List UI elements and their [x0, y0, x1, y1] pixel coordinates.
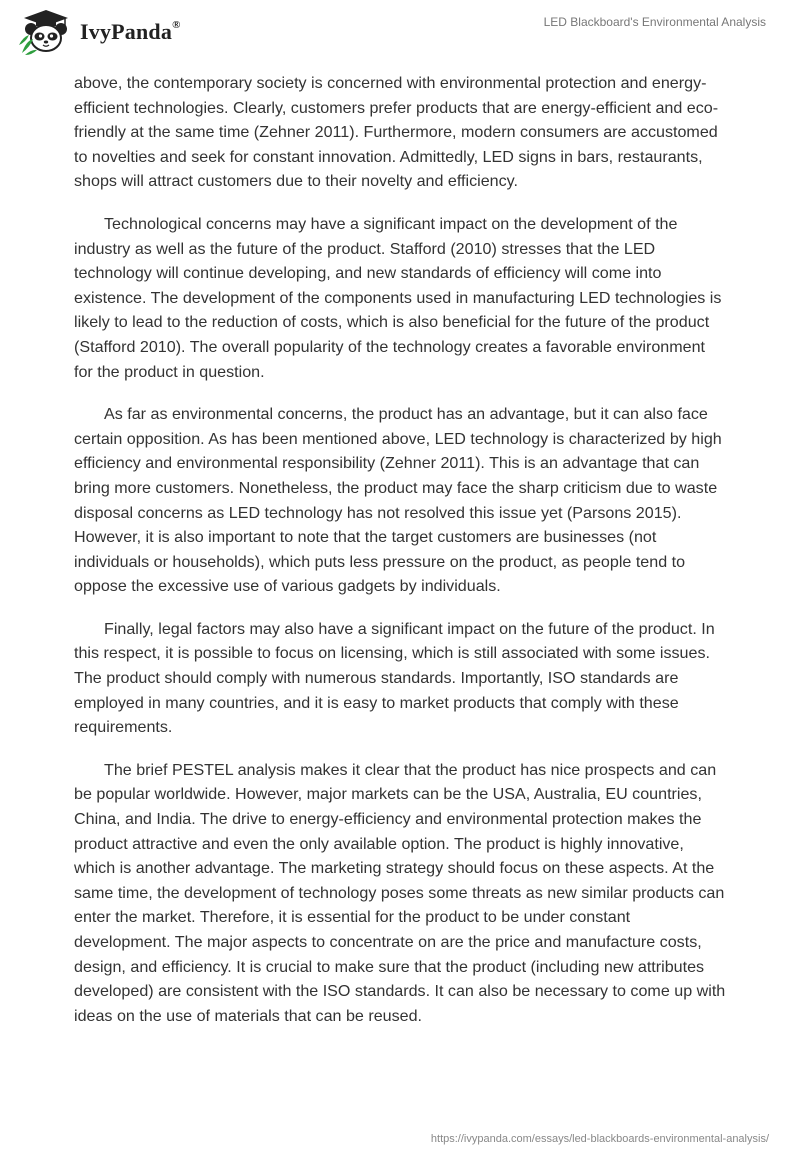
article-body: [74, 71, 728, 1046]
document-title: LED Blackboard's Environmental Analysis: [543, 15, 766, 29]
source-url-link[interactable]: https://ivypanda.com/essays/led-blackboards-environmental-analysis/: [430, 1133, 769, 1145]
paragraph-technological: Technological concerns may have a significant impact on the development of the industry as well as the future of the product. Stafford (2010) stresses that the LED technology will continue developing, and new standards of efficiency will come into existence. The development of the components used in manufacturing LED technologies is likely to lead to the reduction of costs, which is also beneficial for the future of the product (Stafford 2010). The overall popularity of the technology creates a favorable environment for the product in question.: [74, 214, 722, 381]
panda-graduate-icon: [16, 7, 76, 57]
page-header: [0, 0, 800, 66]
paragraph-conclusion: The brief PESTEL analysis makes it clear that the product has nice prospects and can be popular worldwide. However, major markets can be the USA, Australia, EU countries, China, and India. The drive to energy-efficiency and environmental protection makes the product attractive and even the only available option. The product is highly innovative, which is another advantage. The marketing strategy should focus on these aspects. At the same time, the development of technology poses some threats as new similar products can enter the market. Therefore, it is essential for the product to be under constant development. The major aspects to concentrate on are the price and manufacture costs, design, and efficiency. It is crucial to make sure that the product (including new attributes developed) are consistent with the ISO standards. It can also be necessary to come up with ideas on the use of materials that can be reused.: [74, 760, 726, 1025]
paragraph-environmental: As far as environmental concerns, the product has an advantage, but it can also face certain opposition. As has been mentioned above, LED technology is characterized by high efficiency and environmental responsibility (Zehner 2011). This is an advantage that can bring more customers. Nonetheless, the product may face the sharp criticism due to waste disposal concerns as LED technology has not resolved this issue yet (Parsons 2015). However, it is also important to note that the target customers are businesses (not individuals or households), which puts less pressure on the product, as people tend to oppose the excessive use of various gadgets by individuals.: [74, 405, 722, 596]
paragraph-continued: above, the contemporary society is concerned with environmental protection and energy-efficient technologies. Clearly, customers prefer products that are energy-efficient and eco-friendly at the same time (Zehner 2011). Furthermore, modern consumers are accustomed to novelties and seek for constant innovation. Admittedly, LED signs in bars, restaurants, shops will attract customers due to their novelty and efficiency.: [74, 74, 719, 191]
paragraph-legal: Finally, legal factors may also have a significant impact on the future of the product. In this respect, it is possible to focus on licensing, which is still associated with some issues. The product should comply with numerous standards. Importantly, ISO standards are employed in many countries, and it is easy to market products that comply with these requirements.: [74, 619, 715, 737]
registered-mark: ®: [172, 18, 181, 31]
brand-name: IvyPanda®: [80, 18, 181, 44]
ivypanda-logo[interactable]: [16, 7, 181, 57]
